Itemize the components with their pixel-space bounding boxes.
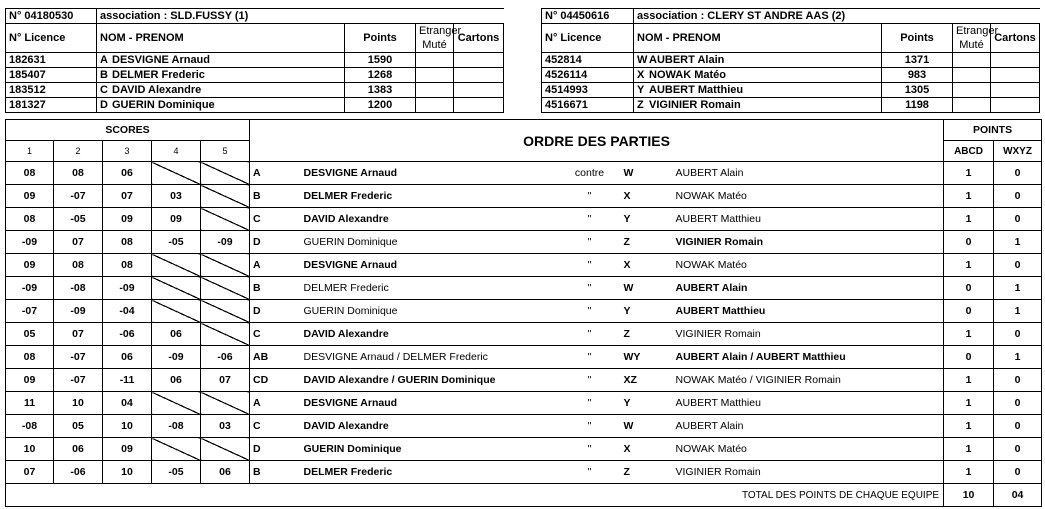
set-score: 10 bbox=[6, 438, 54, 461]
away-letter: W bbox=[618, 277, 672, 300]
set-score: -07 bbox=[54, 346, 103, 369]
set-score: 05 bbox=[6, 323, 54, 346]
set-score: 08 bbox=[54, 162, 103, 185]
player-letter: Y bbox=[637, 84, 645, 96]
set-score: 09 bbox=[6, 369, 54, 392]
match-row bbox=[6, 231, 1042, 254]
player-name bbox=[97, 53, 345, 68]
set-score: -07 bbox=[54, 185, 103, 208]
away-player: AUBERT Matthieu bbox=[672, 392, 944, 415]
match-row bbox=[6, 461, 1042, 484]
versus-label: " bbox=[562, 392, 618, 415]
points-abcd: 1 bbox=[944, 254, 994, 277]
match-row bbox=[6, 323, 1042, 346]
team-b-association: association : CLERY ST ANDRE AAS (2) bbox=[634, 9, 1040, 24]
versus-label: " bbox=[562, 346, 618, 369]
player-name bbox=[634, 53, 882, 68]
points-wxyz: 0 bbox=[994, 392, 1042, 415]
set-score: 08 bbox=[103, 254, 152, 277]
home-letter: D bbox=[250, 438, 300, 461]
away-player: VIGINIER Romain bbox=[672, 461, 944, 484]
set-header: 5 bbox=[201, 141, 250, 162]
player-points: 1268 bbox=[345, 68, 416, 83]
home-player: DAVID Alexandre bbox=[300, 208, 562, 231]
team-a-table bbox=[5, 8, 504, 113]
player-points: 1198 bbox=[882, 98, 953, 113]
set-score: 07 bbox=[6, 461, 54, 484]
etranger-mute-cell bbox=[953, 98, 991, 113]
player-licence: 4514993 bbox=[542, 83, 634, 98]
player-licence: 181327 bbox=[6, 98, 97, 113]
player-row bbox=[6, 53, 504, 68]
player-row bbox=[542, 68, 1040, 83]
cartons-cell bbox=[991, 83, 1040, 98]
set-score: 08 bbox=[6, 162, 54, 185]
home-player: DAVID Alexandre bbox=[300, 323, 562, 346]
etranger-mute-cell bbox=[416, 83, 454, 98]
points-wxyz: 0 bbox=[994, 323, 1042, 346]
set-score: 09 bbox=[103, 208, 152, 231]
home-player: GUERIN Dominique bbox=[300, 300, 562, 323]
set-score: -09 bbox=[6, 231, 54, 254]
home-letter: C bbox=[250, 323, 300, 346]
match-row bbox=[6, 415, 1042, 438]
match-score-grid bbox=[5, 119, 1042, 507]
player-full-name: VIGINIER Romain bbox=[649, 99, 741, 111]
set-score: 07 bbox=[103, 185, 152, 208]
player-letter: X bbox=[637, 69, 645, 81]
player-name bbox=[634, 83, 882, 98]
points-title: POINTS bbox=[944, 120, 1042, 141]
versus-label: " bbox=[562, 461, 618, 484]
points-abcd: 1 bbox=[944, 461, 994, 484]
match-row bbox=[6, 254, 1042, 277]
set-score: 05 bbox=[54, 415, 103, 438]
points-wxyz: 0 bbox=[994, 162, 1042, 185]
match-row bbox=[6, 369, 1042, 392]
set-score-empty bbox=[152, 277, 201, 300]
player-letter: B bbox=[100, 69, 108, 81]
home-letter: B bbox=[250, 277, 300, 300]
set-score: 10 bbox=[54, 392, 103, 415]
etranger-mute-cell bbox=[953, 83, 991, 98]
match-row bbox=[6, 392, 1042, 415]
home-player: DESVIGNE Arnaud bbox=[300, 392, 562, 415]
away-player: NOWAK Matéo bbox=[672, 254, 944, 277]
player-licence: 4526114 bbox=[542, 68, 634, 83]
player-points: 1305 bbox=[882, 83, 953, 98]
away-letter: X bbox=[618, 185, 672, 208]
set-score: 09 bbox=[6, 254, 54, 277]
name-header: NOM - PRENOM bbox=[97, 24, 345, 53]
set-score: -09 bbox=[201, 231, 250, 254]
away-letter: WY bbox=[618, 346, 672, 369]
set-score: 08 bbox=[54, 254, 103, 277]
away-letter: Y bbox=[618, 392, 672, 415]
points-abcd: 0 bbox=[944, 300, 994, 323]
player-letter: W bbox=[637, 54, 648, 66]
set-score: 06 bbox=[201, 461, 250, 484]
versus-label: " bbox=[562, 231, 618, 254]
set-score: 10 bbox=[103, 415, 152, 438]
wxyz-header: WXYZ bbox=[994, 141, 1042, 162]
points-abcd: 1 bbox=[944, 392, 994, 415]
points-abcd: 0 bbox=[944, 346, 994, 369]
player-points: 1371 bbox=[882, 53, 953, 68]
team-b-table bbox=[541, 8, 1040, 113]
cartons-header: Cartons bbox=[991, 24, 1040, 53]
versus-label: " bbox=[562, 254, 618, 277]
home-letter: A bbox=[250, 254, 300, 277]
player-name bbox=[97, 98, 345, 113]
set-score: -11 bbox=[103, 369, 152, 392]
team-a-number: N° 04180530 bbox=[6, 9, 97, 24]
etranger-mute-cell bbox=[953, 68, 991, 83]
ordre-title: ORDRE DES PARTIES bbox=[250, 120, 944, 162]
match-row bbox=[6, 300, 1042, 323]
away-letter: XZ bbox=[618, 369, 672, 392]
player-name bbox=[97, 68, 345, 83]
player-points: 1200 bbox=[345, 98, 416, 113]
versus-label: " bbox=[562, 323, 618, 346]
set-score: -05 bbox=[54, 208, 103, 231]
home-letter: D bbox=[250, 231, 300, 254]
points-abcd: 0 bbox=[944, 231, 994, 254]
points-abcd: 1 bbox=[944, 415, 994, 438]
versus-label: " bbox=[562, 208, 618, 231]
etranger-mute-cell bbox=[416, 68, 454, 83]
set-score-empty bbox=[201, 277, 250, 300]
cartons-header: Cartons bbox=[454, 24, 504, 53]
away-letter: Y bbox=[618, 208, 672, 231]
points-wxyz: 0 bbox=[994, 461, 1042, 484]
player-row bbox=[6, 98, 504, 113]
set-score: 04 bbox=[103, 392, 152, 415]
set-score: 07 bbox=[54, 323, 103, 346]
player-row bbox=[542, 98, 1040, 113]
away-player: AUBERT Matthieu bbox=[672, 300, 944, 323]
home-letter: CD bbox=[250, 369, 300, 392]
set-score-empty bbox=[201, 323, 250, 346]
away-player: AUBERT Alain bbox=[672, 162, 944, 185]
home-player: DELMER Frederic bbox=[300, 461, 562, 484]
versus-label: " bbox=[562, 300, 618, 323]
etranger-mute-header: Etranger Muté bbox=[953, 24, 991, 53]
away-letter: W bbox=[618, 162, 672, 185]
away-player: VIGINIER Romain bbox=[672, 323, 944, 346]
set-score-empty bbox=[201, 254, 250, 277]
set-score: -08 bbox=[152, 415, 201, 438]
team-a-association: association : SLD.FUSSY (1) bbox=[97, 9, 504, 24]
home-letter: C bbox=[250, 415, 300, 438]
points-abcd: 1 bbox=[944, 208, 994, 231]
set-score: -09 bbox=[6, 277, 54, 300]
points-wxyz: 0 bbox=[994, 369, 1042, 392]
away-player: AUBERT Alain bbox=[672, 415, 944, 438]
player-full-name: NOWAK Matéo bbox=[649, 69, 726, 81]
points-wxyz: 0 bbox=[994, 438, 1042, 461]
points-abcd: 1 bbox=[944, 185, 994, 208]
player-name bbox=[634, 98, 882, 113]
set-score-empty bbox=[201, 300, 250, 323]
name-header: NOM - PRENOM bbox=[634, 24, 882, 53]
set-score: 07 bbox=[54, 231, 103, 254]
set-header: 1 bbox=[6, 141, 54, 162]
match-row bbox=[6, 438, 1042, 461]
set-score-empty bbox=[152, 438, 201, 461]
player-name bbox=[634, 68, 882, 83]
set-score: 08 bbox=[6, 208, 54, 231]
player-letter: A bbox=[100, 54, 108, 66]
set-score-empty bbox=[152, 254, 201, 277]
away-player: VIGINIER Romain bbox=[672, 231, 944, 254]
player-licence: 185407 bbox=[6, 68, 97, 83]
set-score-empty bbox=[201, 208, 250, 231]
licence-header: N° Licence bbox=[542, 24, 634, 53]
set-score: 09 bbox=[152, 208, 201, 231]
set-score: -07 bbox=[6, 300, 54, 323]
away-player: AUBERT Alain / AUBERT Matthieu bbox=[672, 346, 944, 369]
points-wxyz: 0 bbox=[994, 208, 1042, 231]
match-row bbox=[6, 162, 1042, 185]
set-score: 06 bbox=[152, 369, 201, 392]
points-wxyz: 1 bbox=[994, 300, 1042, 323]
away-letter: W bbox=[618, 415, 672, 438]
player-row bbox=[542, 53, 1040, 68]
etranger-mute-cell bbox=[416, 98, 454, 113]
set-score-empty bbox=[201, 392, 250, 415]
set-score: 08 bbox=[6, 346, 54, 369]
scores-title: SCORES bbox=[6, 120, 250, 141]
etranger-mute-header: Etranger Muté bbox=[416, 24, 454, 53]
points-wxyz: 1 bbox=[994, 346, 1042, 369]
points-wxyz: 0 bbox=[994, 415, 1042, 438]
home-player: GUERIN Dominique bbox=[300, 231, 562, 254]
player-points: 1383 bbox=[345, 83, 416, 98]
away-letter: X bbox=[618, 254, 672, 277]
set-score: -06 bbox=[103, 323, 152, 346]
set-score: -06 bbox=[54, 461, 103, 484]
away-letter: X bbox=[618, 438, 672, 461]
player-licence: 4516671 bbox=[542, 98, 634, 113]
set-score-empty bbox=[152, 162, 201, 185]
home-player: GUERIN Dominique bbox=[300, 438, 562, 461]
player-full-name: DAVID Alexandre bbox=[112, 84, 202, 96]
player-row bbox=[6, 68, 504, 83]
set-score: 03 bbox=[152, 185, 201, 208]
set-score: -08 bbox=[6, 415, 54, 438]
set-header: 3 bbox=[103, 141, 152, 162]
player-full-name: AUBERT Matthieu bbox=[649, 84, 744, 96]
set-score: -07 bbox=[54, 369, 103, 392]
points-wxyz: 1 bbox=[994, 277, 1042, 300]
versus-label: contre bbox=[562, 162, 618, 185]
home-letter: B bbox=[250, 461, 300, 484]
versus-label: " bbox=[562, 369, 618, 392]
set-score: 07 bbox=[201, 369, 250, 392]
set-score: 03 bbox=[201, 415, 250, 438]
set-score: -05 bbox=[152, 461, 201, 484]
versus-label: " bbox=[562, 185, 618, 208]
home-letter: A bbox=[250, 162, 300, 185]
home-player: DELMER Frederic bbox=[300, 185, 562, 208]
versus-label: " bbox=[562, 438, 618, 461]
home-letter: A bbox=[250, 392, 300, 415]
player-licence: 183512 bbox=[6, 83, 97, 98]
away-player: AUBERT Alain bbox=[672, 277, 944, 300]
set-score: 10 bbox=[103, 461, 152, 484]
cartons-cell bbox=[454, 83, 504, 98]
match-row bbox=[6, 208, 1042, 231]
set-score: -09 bbox=[54, 300, 103, 323]
abcd-header: ABCD bbox=[944, 141, 994, 162]
player-full-name: AUBERT Alain bbox=[649, 54, 725, 66]
set-score-empty bbox=[152, 300, 201, 323]
player-full-name: DELMER Frederic bbox=[112, 69, 205, 81]
player-licence: 452814 bbox=[542, 53, 634, 68]
match-row bbox=[6, 277, 1042, 300]
set-score: 08 bbox=[103, 231, 152, 254]
away-player: NOWAK Matéo / VIGINIER Romain bbox=[672, 369, 944, 392]
player-points: 1590 bbox=[345, 53, 416, 68]
set-header: 2 bbox=[54, 141, 103, 162]
total-wxyz: 04 bbox=[994, 484, 1042, 507]
home-player: DELMER Frederic bbox=[300, 277, 562, 300]
away-player: NOWAK Matéo bbox=[672, 438, 944, 461]
set-score: -06 bbox=[201, 346, 250, 369]
points-abcd: 1 bbox=[944, 369, 994, 392]
player-letter: C bbox=[100, 84, 108, 96]
set-score: 09 bbox=[103, 438, 152, 461]
etranger-mute-cell bbox=[416, 53, 454, 68]
player-row bbox=[542, 83, 1040, 98]
points-abcd: 0 bbox=[944, 277, 994, 300]
points-header: Points bbox=[345, 24, 416, 53]
points-header: Points bbox=[882, 24, 953, 53]
player-points: 983 bbox=[882, 68, 953, 83]
points-abcd: 1 bbox=[944, 162, 994, 185]
player-letter: D bbox=[100, 99, 108, 111]
cartons-cell bbox=[991, 68, 1040, 83]
away-letter: Z bbox=[618, 323, 672, 346]
home-letter: AB bbox=[250, 346, 300, 369]
set-score: 06 bbox=[103, 162, 152, 185]
home-player: DESVIGNE Arnaud bbox=[300, 254, 562, 277]
set-header: 4 bbox=[152, 141, 201, 162]
set-score: 11 bbox=[6, 392, 54, 415]
home-letter: D bbox=[250, 300, 300, 323]
home-player: DESVIGNE Arnaud / DELMER Frederic bbox=[300, 346, 562, 369]
home-player: DAVID Alexandre / GUERIN Dominique bbox=[300, 369, 562, 392]
set-score-empty bbox=[201, 438, 250, 461]
set-score: -09 bbox=[152, 346, 201, 369]
total-label: TOTAL DES POINTS DE CHAQUE EQUIPE bbox=[6, 484, 944, 507]
set-score: 06 bbox=[152, 323, 201, 346]
set-score-empty bbox=[201, 185, 250, 208]
set-score-empty bbox=[201, 162, 250, 185]
etranger-mute-cell bbox=[953, 53, 991, 68]
home-player: DESVIGNE Arnaud bbox=[300, 162, 562, 185]
player-full-name: GUERIN Dominique bbox=[112, 99, 215, 111]
home-letter: B bbox=[250, 185, 300, 208]
away-letter: Z bbox=[618, 231, 672, 254]
set-score: 06 bbox=[54, 438, 103, 461]
points-wxyz: 0 bbox=[994, 185, 1042, 208]
cartons-cell bbox=[454, 98, 504, 113]
points-wxyz: 0 bbox=[994, 254, 1042, 277]
cartons-cell bbox=[454, 68, 504, 83]
set-score-empty bbox=[152, 392, 201, 415]
player-licence: 182631 bbox=[6, 53, 97, 68]
set-score: 09 bbox=[6, 185, 54, 208]
player-name bbox=[97, 83, 345, 98]
set-score: 06 bbox=[103, 346, 152, 369]
player-letter: Z bbox=[637, 99, 644, 111]
cartons-cell bbox=[454, 53, 504, 68]
set-score: -08 bbox=[54, 277, 103, 300]
home-letter: C bbox=[250, 208, 300, 231]
match-row bbox=[6, 185, 1042, 208]
cartons-cell bbox=[991, 53, 1040, 68]
cartons-cell bbox=[991, 98, 1040, 113]
points-abcd: 1 bbox=[944, 438, 994, 461]
away-letter: Z bbox=[618, 461, 672, 484]
versus-label: " bbox=[562, 277, 618, 300]
away-letter: Y bbox=[618, 300, 672, 323]
home-player: DAVID Alexandre bbox=[300, 415, 562, 438]
player-full-name: DESVIGNE Arnaud bbox=[112, 54, 210, 66]
team-b-number: N° 04450616 bbox=[542, 9, 634, 24]
set-score: -05 bbox=[152, 231, 201, 254]
versus-label: " bbox=[562, 415, 618, 438]
set-score: -04 bbox=[103, 300, 152, 323]
away-player: NOWAK Matéo bbox=[672, 185, 944, 208]
licence-header: N° Licence bbox=[6, 24, 97, 53]
player-row bbox=[6, 83, 504, 98]
total-abcd: 10 bbox=[944, 484, 994, 507]
set-score: -09 bbox=[103, 277, 152, 300]
away-player: AUBERT Matthieu bbox=[672, 208, 944, 231]
points-wxyz: 1 bbox=[994, 231, 1042, 254]
points-abcd: 1 bbox=[944, 323, 994, 346]
match-row bbox=[6, 346, 1042, 369]
